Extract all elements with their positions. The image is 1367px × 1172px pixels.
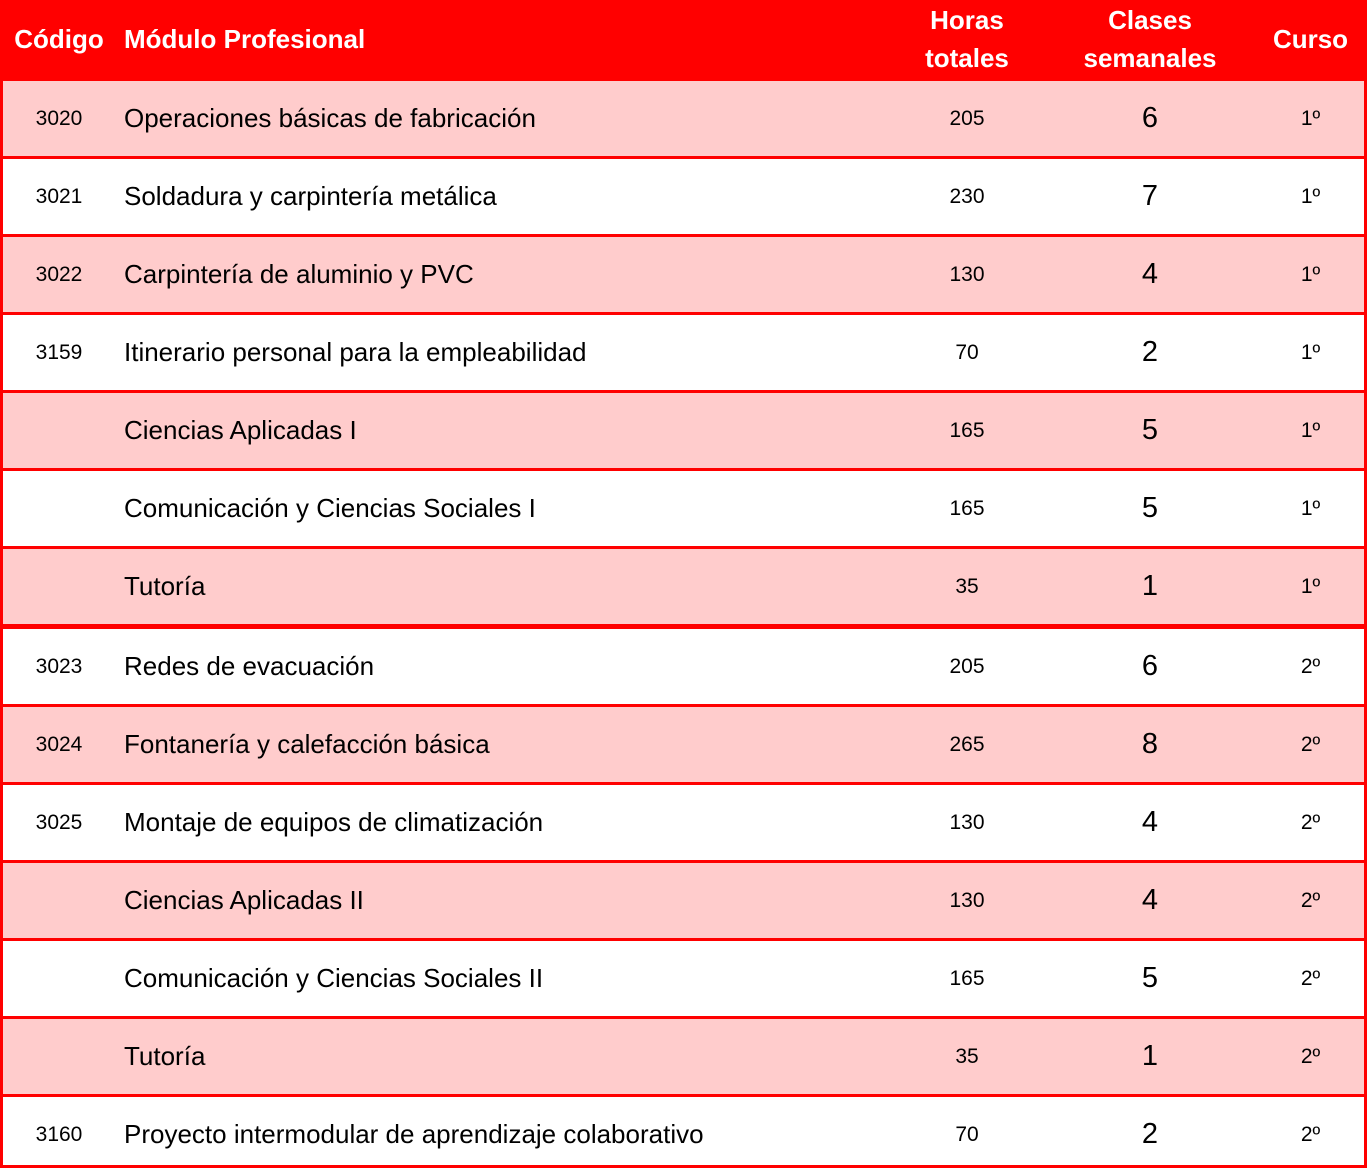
- cell-hours: 205: [888, 627, 1046, 706]
- cell-module: Comunicación y Ciencias Sociales II: [118, 940, 888, 1018]
- cell-module: Proyecto intermodular de aprendizaje colaborativo: [118, 1096, 888, 1172]
- cell-course: 2º: [1254, 706, 1367, 784]
- cell-module: Comunicación y Ciencias Sociales I: [118, 470, 888, 548]
- table-row: [0, 940, 1367, 1018]
- cell-hours: 265: [888, 706, 1046, 784]
- table-row: [0, 548, 1367, 627]
- table-header: [0, 0, 1367, 80]
- cell-hours: 35: [888, 548, 1046, 627]
- cell-classes: 2: [1046, 1096, 1254, 1172]
- cell-hours: 70: [888, 1096, 1046, 1172]
- table-row: [0, 1018, 1367, 1096]
- cell-course: 2º: [1254, 784, 1367, 862]
- cell-classes: 2: [1046, 314, 1254, 392]
- cell-classes: 5: [1046, 392, 1254, 470]
- cell-code: 3025: [0, 784, 118, 862]
- cell-hours: 205: [888, 80, 1046, 158]
- table-row: [0, 470, 1367, 548]
- cell-code: 3024: [0, 706, 118, 784]
- table-row: [0, 314, 1367, 392]
- cell-course: 1º: [1254, 80, 1367, 158]
- cell-classes: 5: [1046, 470, 1254, 548]
- cell-code: [0, 940, 118, 1018]
- cell-hours: 130: [888, 236, 1046, 314]
- header-module: Módulo Profesional: [118, 0, 888, 80]
- cell-hours: 35: [888, 1018, 1046, 1096]
- table-row: [0, 706, 1367, 784]
- cell-course: 2º: [1254, 627, 1367, 706]
- cell-course: 1º: [1254, 470, 1367, 548]
- cell-code: [0, 1018, 118, 1096]
- table-row: [0, 80, 1367, 158]
- cell-module: Operaciones básicas de fabricación: [118, 80, 888, 158]
- table-row: [0, 627, 1367, 706]
- cell-hours: 230: [888, 158, 1046, 236]
- cell-hours: 70: [888, 314, 1046, 392]
- cell-classes: 4: [1046, 784, 1254, 862]
- cell-hours: 165: [888, 392, 1046, 470]
- cell-code: [0, 862, 118, 940]
- cell-hours: 130: [888, 784, 1046, 862]
- table-row: [0, 392, 1367, 470]
- cell-classes: 4: [1046, 862, 1254, 940]
- cell-code: 3020: [0, 80, 118, 158]
- header-classes: [1046, 0, 1254, 80]
- cell-module: Ciencias Aplicadas II: [118, 862, 888, 940]
- cell-code: 3021: [0, 158, 118, 236]
- cell-code: 3022: [0, 236, 118, 314]
- cell-course: 1º: [1254, 392, 1367, 470]
- header-classes-line2: semanales: [1084, 43, 1217, 73]
- table-row: [0, 862, 1367, 940]
- cell-course: 2º: [1254, 862, 1367, 940]
- header-code: Código: [0, 0, 118, 80]
- cell-course: 2º: [1254, 1018, 1367, 1096]
- header-row: [0, 0, 1367, 80]
- cell-hours: 130: [888, 862, 1046, 940]
- cell-module: Itinerario personal para la empleabilidad: [118, 314, 888, 392]
- table-row: [0, 236, 1367, 314]
- cell-module: Montaje de equipos de climatización: [118, 784, 888, 862]
- cell-code: [0, 470, 118, 548]
- cell-hours: 165: [888, 940, 1046, 1018]
- cell-module: Tutoría: [118, 548, 888, 627]
- cell-code: 3023: [0, 627, 118, 706]
- cell-module: Ciencias Aplicadas I: [118, 392, 888, 470]
- cell-classes: 1: [1046, 1018, 1254, 1096]
- cell-code: [0, 548, 118, 627]
- cell-classes: 6: [1046, 627, 1254, 706]
- cell-course: 1º: [1254, 158, 1367, 236]
- cell-code: [0, 392, 118, 470]
- cell-classes: 7: [1046, 158, 1254, 236]
- cell-classes: 1: [1046, 548, 1254, 627]
- cell-module: Fontanería y calefacción básica: [118, 706, 888, 784]
- cell-module: Tutoría: [118, 1018, 888, 1096]
- cell-classes: 6: [1046, 80, 1254, 158]
- cell-course: 2º: [1254, 940, 1367, 1018]
- cell-hours: 165: [888, 470, 1046, 548]
- cell-course: 1º: [1254, 314, 1367, 392]
- header-hours: [888, 0, 1046, 80]
- table-row: [0, 158, 1367, 236]
- table-body: [0, 80, 1367, 1172]
- cell-course: 2º: [1254, 1096, 1367, 1172]
- cell-classes: 4: [1046, 236, 1254, 314]
- cell-code: 3160: [0, 1096, 118, 1172]
- cell-code: 3159: [0, 314, 118, 392]
- header-course: Curso: [1254, 0, 1367, 80]
- table-row: [0, 784, 1367, 862]
- cell-classes: 5: [1046, 940, 1254, 1018]
- cell-module: Soldadura y carpintería metálica: [118, 158, 888, 236]
- cell-module: Carpintería de aluminio y PVC: [118, 236, 888, 314]
- cell-course: 1º: [1254, 236, 1367, 314]
- cell-course: 1º: [1254, 548, 1367, 627]
- header-hours-line2: totales: [925, 43, 1009, 73]
- table-row: [0, 1096, 1367, 1172]
- cell-classes: 8: [1046, 706, 1254, 784]
- header-hours-line1: Horas: [930, 5, 1004, 35]
- cell-module: Redes de evacuación: [118, 627, 888, 706]
- header-classes-line1: Clases: [1108, 5, 1192, 35]
